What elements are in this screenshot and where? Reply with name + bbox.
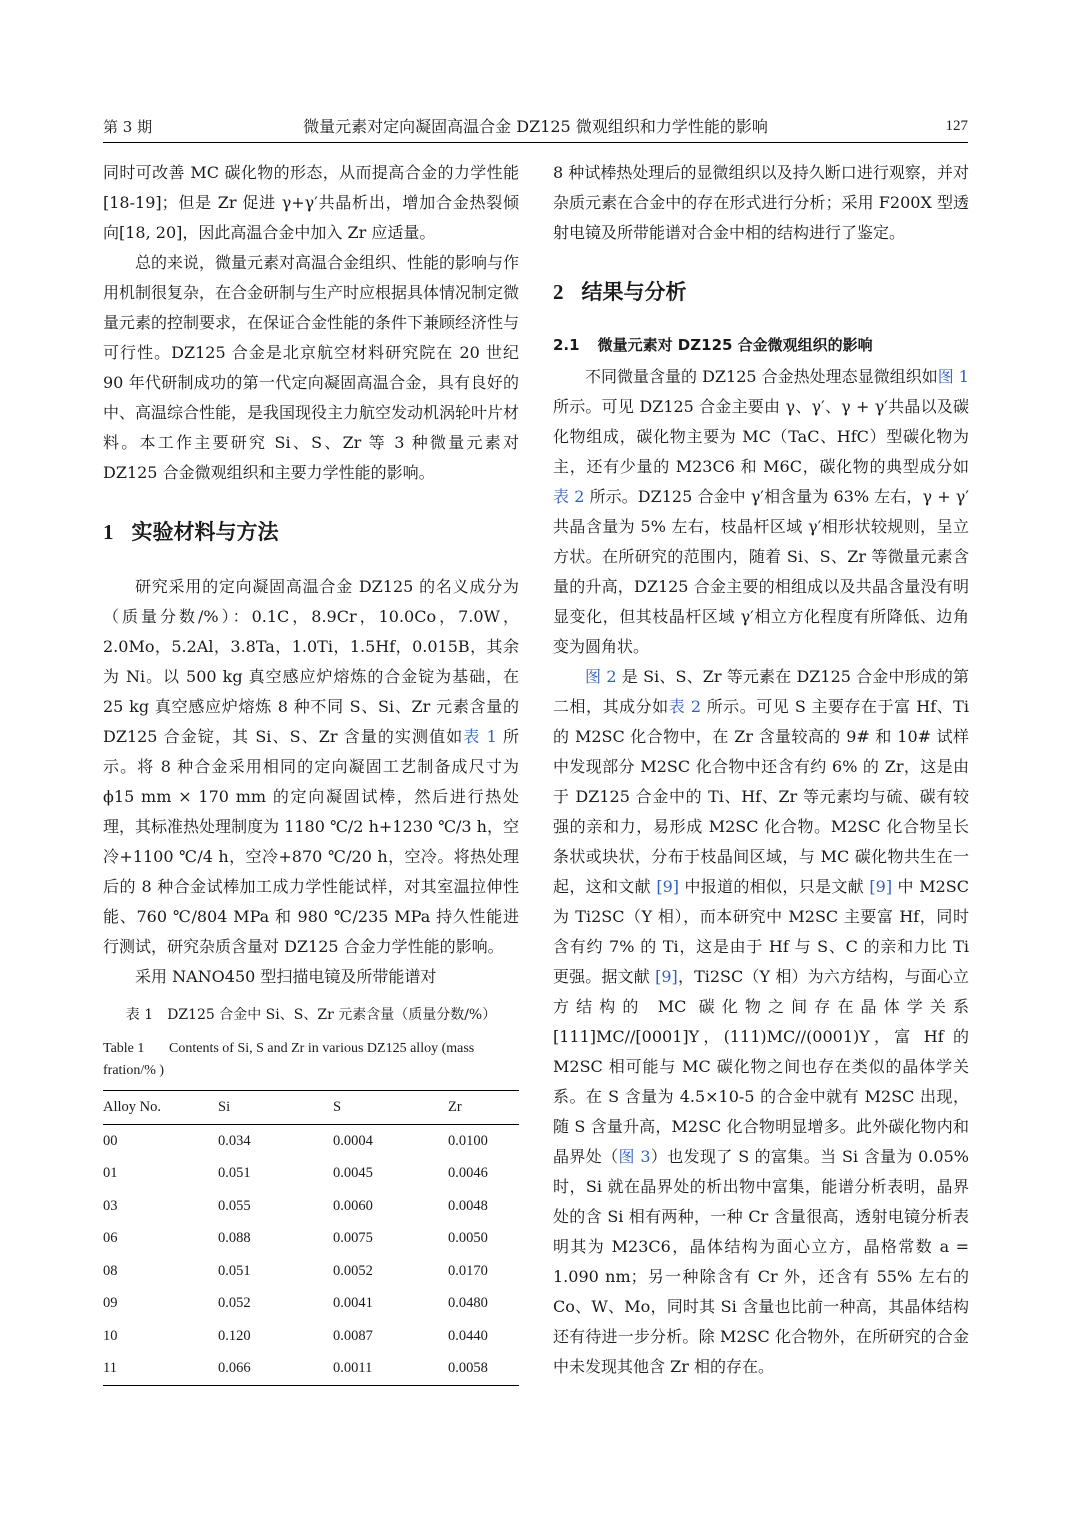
running-header [103,112,968,143]
paragraph-text: 所示。将 8 种合金采用相同的定向凝固工艺制备成尺寸为 ϕ15 mm × 170 mm 的定向凝固试棒，然后进行热处理，其标准热处理制度为 1180 ℃/2 h+1230 ℃/3 h，空冷+1100 ℃/4 h，空冷+870 ℃/20 h，空冷。将热处理后的 8 种合金试棒加工成力学性能试样，对其室温拉伸性能、760 ℃/804 MPa 和 980 ℃/235 MPa 持久性能进行测试，研究杂质含量对 DZ125 合金力学性能的影响。 [103,727,519,956]
table-cell: 0.0041 [333,1295,373,1312]
table-row [103,1352,519,1385]
table-cell: 0.0050 [448,1230,488,1247]
paragraph-text: 不同微量含量的 DZ125 合金热处理态显微组织如 [585,367,938,386]
figure-2-link[interactable]: 图 2 [585,667,617,686]
running-title: 微量元素对定向凝固高温合金 DZ125 微观组织和力学性能的影响 [303,117,768,136]
section-title: 实验材料与方法 [131,520,279,544]
methods-continuation: 8 种试棒热处理后的显微组织以及持久断口进行观察，并对杂质元素在合金中的存在形式进行分析；采用 F200X 型透射电镜及所带能谱对合金中相的结构进行了鉴定。 [553,163,969,242]
table-label: Table 1 [103,1041,145,1056]
table-row [103,1157,519,1190]
right-column [553,158,969,1382]
table-cell: 0.120 [218,1327,251,1344]
table-cell: 08 [103,1262,118,1279]
figure-1-link[interactable]: 图 1 [937,367,969,386]
table-row [103,1124,519,1157]
microstructure-paragraph [553,362,969,662]
table-cell: 06 [103,1230,118,1247]
second-phase-paragraph [553,662,969,1382]
table-cell: 11 [103,1360,117,1377]
table-cell: 0.0087 [333,1327,373,1344]
section-heading-2 [553,276,969,308]
table-row [103,1287,519,1320]
table-cell: 0.0052 [333,1262,373,1279]
table-cell: 0.0046 [448,1165,488,1182]
reference-link[interactable]: [9] [656,877,680,896]
table-cell: 0.0480 [448,1295,488,1312]
table-caption-cn: 表 1 DZ125 合金中 Si、S、Zr 元素含量（质量分数/%） [125,1007,497,1023]
table-cell: 0.0011 [333,1360,373,1377]
paragraph-text: 所示。DZ125 合金中 γ′相含量为 63% 左右，γ + γ′共晶含量为 5% 左右，枝晶杆区域 γ′相形状较规则，呈立方状。在所研究的范围内，随着 Si、S、Zr 等微量元素含量的升高，DZ125 合金主要的相组成以及共晶含量没有明显变化，但其枝晶杆区域 γ′相立方化程度有所降低、边角变为圆角状。 [553,487,969,656]
table-2-link[interactable]: 表 2 [553,487,585,506]
element-content-table [103,1090,519,1386]
table-header-row [103,1091,519,1125]
column-header: Zr [448,1099,462,1116]
table-cell: 0.051 [218,1165,251,1182]
table-cell: 0.034 [218,1132,251,1149]
table-cell: 0.0440 [448,1327,488,1344]
figure-3-link[interactable]: 图 3 [618,1147,651,1166]
materials-paragraph [103,572,519,962]
table-cell: 0.0100 [448,1132,488,1149]
paragraph-text: 中报道的相似，只是文献 [679,877,870,896]
table-cell: 0.051 [218,1262,251,1279]
table-cell: 0.0060 [333,1197,373,1214]
table-cell: 01 [103,1165,118,1182]
column-header: Si [218,1099,231,1116]
column-header: Alloy No. [103,1099,161,1116]
paragraph-text: 研究采用的定向凝固高温合金 DZ125 的名义成分为（质量分数/%）：0.1C，8.9Cr，10.0Co，7.0W，2.0Mo，5.2Al，3.8Ta，1.0Ti，1.5Hf，0.015B，其余为 Ni。以 500 kg 真空感应炉熔炼的合金锭为基础，在 25 kg 真空感应炉熔炼 8 种不同 S、Si、Zr 元素含量的 DZ125 合金锭，其 Si、S、Zr 含量的实测值如 [103,577,519,746]
table-cell: 0.0075 [333,1230,373,1247]
reference-link[interactable]: [9] [869,877,893,896]
issue-label: 第 3 期 [103,118,153,136]
intro-paragraph: 总的来说，微量元素对高温合金组织、性能的影响与作用机制很复杂，在合金研制与生产时应根据具体情况制定微量元素的控制要求，在保证合金性能的条件下兼顾经济性与可行性。DZ125 合金是北京航空材料研究院在 20 世纪 90 年代研制成功的第一代定向凝固高温合金，具有良好的中、高温综合性能，是我国现役主力航空发动机涡轮叶片材料。本工作主要研究 Si、S、Zr 等 3 种微量元素对 DZ125 合金微观组织和主要力学性能的影响。 [103,253,520,482]
section-number: 1 [103,520,114,544]
table-cell: 03 [103,1197,118,1214]
subsection-heading-2-1 [553,332,969,358]
reference-link[interactable]: [9] [655,967,678,986]
table-cell: 0.066 [218,1360,251,1377]
paragraph-text: ）也发现了 S 的富集。当 Si 含量为 0.05% 时，Si 就在晶界处的析出物中富集，能谱分析表明，晶界处的含 Si 相有两种，一种 Cr 含量很高，透射电镜分析表明其为 M23C6，晶体结构为面心立方，晶格常数 a = 1.090 nm；另一种除含有 Cr 外，还含有 55% 左右的 Co、W、Mo，同时其 Si 含量也比前一种高，其晶体结构还有待进一步分析。除 M2SC 化合物外，在所研究的合金中未发现其他含 Zr 相的存在。 [553,1147,969,1376]
table-cell: 0.0058 [448,1360,488,1377]
table-cell: 0.0170 [448,1262,488,1279]
table-row [103,1320,519,1353]
intro-continuation: 同时可改善 MC 碳化物的形态，从而提高合金的力学性能[18-19]；但是 Zr 促进 γ+γ′共晶析出，增加合金热裂倾向[18, 20]，因此高温合金中加入 Zr 应适量。 [103,163,519,242]
table-caption-text: Contents of Si, S and Zr in various DZ125 alloy (mass fration/% ) [103,1041,475,1078]
table-cell: 0.055 [218,1197,251,1214]
table-cell: 0.0045 [333,1165,373,1182]
section-title: 结果与分析 [581,280,687,304]
table-cell: 10 [103,1327,118,1344]
table-caption-en [103,1038,519,1082]
left-column [103,158,519,1386]
table-cell: 00 [103,1132,118,1149]
section-heading-1 [103,516,519,548]
paragraph-text: ，Ti2SC（Y 相）为六方结构，与面心立方结构的 MC 碳化物之间存在晶体学关系 [111]MC//[0001]Y，(111)MC//(0001)Y，富 Hf 的 M2SC 相可能与 MC 碳化物之间也存在类似的晶体学关系。在 S 含量为 4.5×10-5 的合金中就有 M2SC 出现，随 S 含量升高，M2SC 化合物明显增多。此外碳化物内和晶界处（ [553,967,969,1166]
paragraph-text: 所示。可见 DZ125 合金主要由 γ、γ′、γ + γ′共晶以及碳化物组成，碳化物主要为 MC（TaC、HfC）型碳化物为主，还有少量的 M23C6 和 M6C，碳化物的典型成分如 [553,397,969,476]
section-number: 2 [553,280,564,304]
sem-paragraph: 采用 NANO450 型扫描电镜及所带能谱对 [135,967,437,986]
table-cell: 09 [103,1295,118,1312]
subsection-title: 微量元素对 DZ125 合金微观组织的影响 [597,336,873,354]
table-2-link[interactable]: 表 2 [668,697,702,716]
table-row [103,1255,519,1288]
page-number: 127 [945,118,968,134]
column-header: S [333,1099,342,1116]
table-cell: 0.0004 [333,1132,373,1149]
table-row [103,1222,519,1255]
paragraph-text: 中 M2SC 为 Ti2SC（Y 相），而本研究中 M2SC 主要富 Hf，同时含有约 7% 的 Ti，这是由于 Hf 与 S、C 的亲和力比 Ti 更强。据文献 [553,877,969,986]
paragraph-text: 是 Si、S、Zr 等元素在 DZ125 合金中形成的第二相，其成分如 [553,667,969,716]
subsection-number: 2.1 [553,336,580,354]
table-cell: 0.0048 [448,1197,488,1214]
table-row [103,1190,519,1223]
table-cell: 0.088 [218,1230,251,1247]
table-cell: 0.052 [218,1295,251,1312]
table-1-link[interactable]: 表 1 [463,727,497,746]
paragraph-text: 所示。可见 S 主要存在于富 Hf、Ti 的 M2SC 化合物中，在 Zr 含量较高的 9# 和 10# 试样中发现部分 M2SC 化合物中还含有约 6% 的 Zr，这是由于 DZ125 合金中的 Ti、Hf、Zr 等元素均与硫、碳有较强的亲和力，易形成 M2SC 化合物。M2SC 化合物呈长条状或块状，分布于枝晶间区域，与 MC 碳化物共生在一起，这和文献 [553,697,969,896]
